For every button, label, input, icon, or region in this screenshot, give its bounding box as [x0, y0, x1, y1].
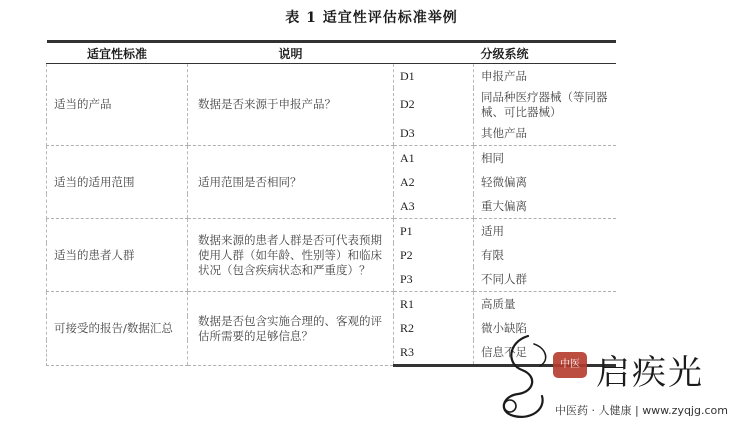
suitability-criteria-table: [46, 40, 616, 367]
grade-label: 轻微偏离: [474, 170, 616, 194]
grade-code: D2: [394, 88, 474, 121]
grade-code: A1: [394, 146, 474, 171]
grade-code: D3: [394, 121, 474, 146]
grade-code: P1: [394, 219, 474, 244]
grade-label: 相同: [474, 146, 616, 171]
table-row: [47, 146, 616, 171]
grade-code: P2: [394, 243, 474, 267]
header-row: [47, 42, 616, 64]
criterion-cell: 适当的患者人群: [47, 219, 188, 292]
watermark-badge: 中医: [553, 352, 587, 378]
criterion-cell: 适当的适用范围: [47, 146, 188, 219]
grade-label: 高质量: [474, 292, 616, 317]
grade-code: P3: [394, 267, 474, 292]
grade-label: 有限: [474, 243, 616, 267]
watermark-site-text: 中医药 · 人健康 | www.zyqjg.com: [555, 404, 728, 417]
grade-label: 微小缺陷: [474, 316, 616, 340]
grade-label: 重大偏离: [474, 194, 616, 219]
watermark-logo-text: 启疾光: [596, 353, 704, 393]
header-criterion: 适宜性标准: [47, 42, 188, 64]
header-description: 说明: [188, 42, 394, 64]
header-grading-system: 分级系统: [394, 42, 616, 64]
table-title: 表 1 适宜性评估标准举例: [285, 10, 458, 26]
description-cell: 数据来源的患者人群是否可代表预期使用人群（如年龄、性别等）和临床状况（包含疾病状态和严重度）？: [188, 219, 394, 292]
description-cell: 适用范围是否相同？: [188, 146, 394, 219]
description-cell: 数据是否来源于申报产品？: [188, 64, 394, 146]
grade-code: R1: [394, 292, 474, 317]
grade-code: D1: [394, 64, 474, 89]
grade-code: A2: [394, 170, 474, 194]
table-row: [47, 64, 616, 89]
criterion-cell: 适当的产品: [47, 64, 188, 146]
grade-label: 信息不足: [474, 340, 616, 366]
grade-code: R2: [394, 316, 474, 340]
table-row: [47, 292, 616, 317]
description-cell: 数据是否包含实施合理的、客观的评估所需要的足够信息？: [188, 292, 394, 366]
grade-label: 适用: [474, 219, 616, 244]
criterion-cell: 可接受的报告/数据汇总: [47, 292, 188, 366]
grade-label: 不同人群: [474, 267, 616, 292]
grade-label: 同品种医疗器械（等同器械、可比器械）: [474, 88, 616, 121]
grade-label: 申报产品: [474, 64, 616, 89]
table-row: [47, 219, 616, 244]
grade-code: R3: [394, 340, 474, 366]
grade-code: A3: [394, 194, 474, 219]
grade-label: 其他产品: [474, 121, 616, 146]
